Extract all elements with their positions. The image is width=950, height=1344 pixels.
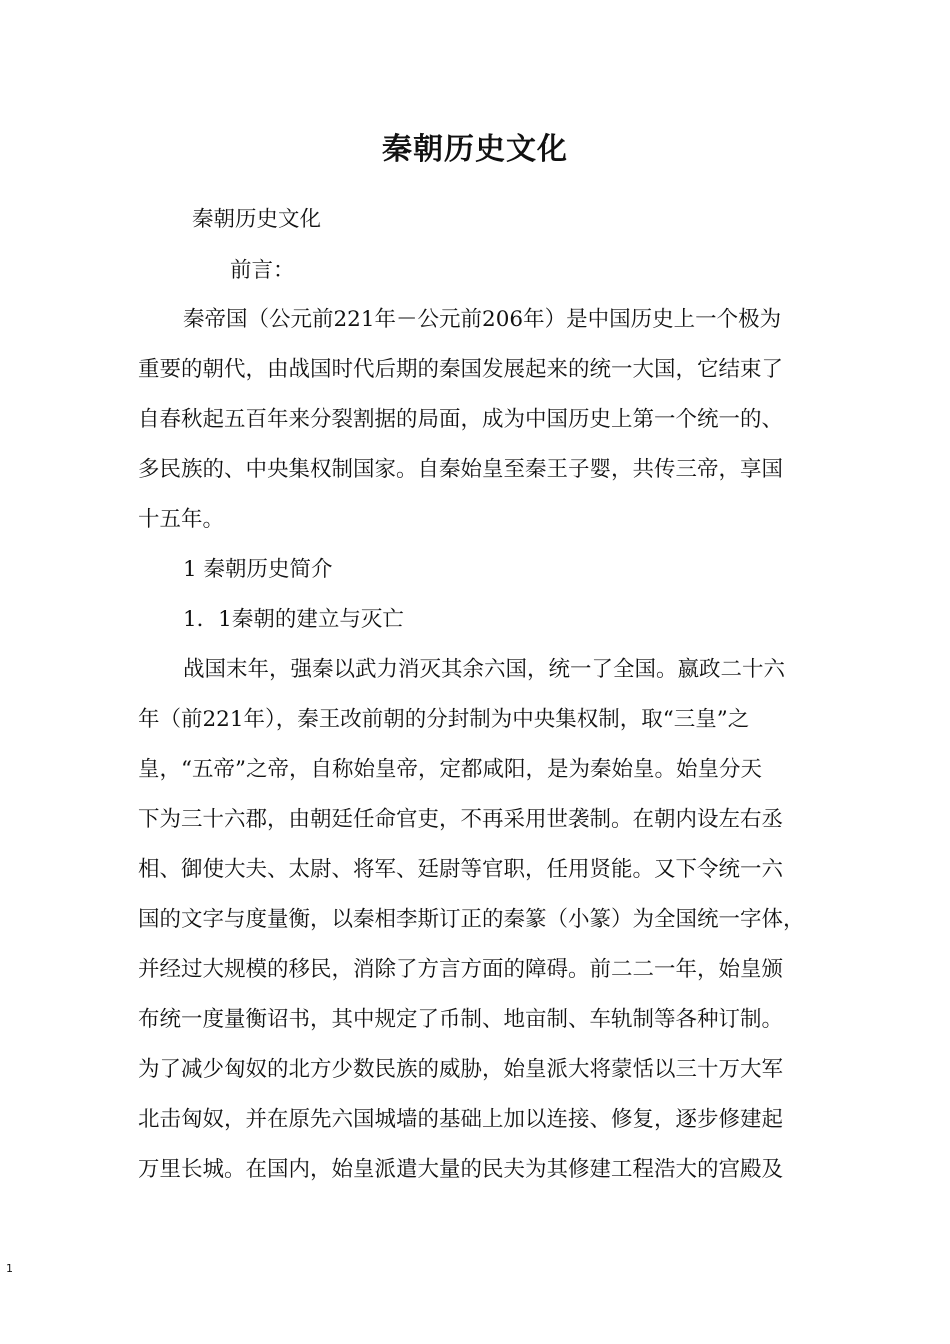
body-line: 十五年。 xyxy=(138,507,225,532)
body-line: 秦帝国（公元前221年－公元前206年）是中国历史上一个极为 xyxy=(183,307,782,332)
body-line: 皇，“五帝”之帝，自称始皇帝，定都咸阳，是为秦始皇。始皇分天 xyxy=(138,757,762,782)
page-number: 1 xyxy=(6,1262,13,1275)
section-heading: 1 秦朝历史简介 xyxy=(183,557,333,582)
body-line: 自春秋起五百年来分裂割据的局面，成为中国历史上第一个统一的、 xyxy=(138,407,784,432)
body-line: 重要的朝代，由战国时代后期的秦国发展起来的统一大国，它结束了 xyxy=(138,357,784,382)
subtitle-line: 秦朝历史文化 xyxy=(192,207,322,232)
body-line: 国的文字与度量衡，以秦相李斯订正的秦篆（小篆）为全国统一字体， xyxy=(138,907,805,932)
body-line: 多民族的、中央集权制国家。自秦始皇至秦王子婴，共传三帝，享国 xyxy=(138,457,784,482)
body-line: 为了减少匈奴的北方少数民族的威胁，始皇派大将蒙恬以三十万大军 xyxy=(138,1057,784,1082)
body-line: 相、御使大夫、太尉、将军、廷尉等官职，任用贤能。又下令统一六 xyxy=(138,857,784,882)
preface-heading: 前言： xyxy=(230,258,295,283)
body-line: 北击匈奴，并在原先六国城墙的基础上加以连接、修复，逐步修建起 xyxy=(138,1107,784,1132)
document-title: 秦朝历史文化 xyxy=(382,132,568,167)
body-line: 下为三十六郡，由朝廷任命官吏，不再采用世袭制。在朝内设左右丞 xyxy=(138,807,784,832)
body-line: 布统一度量衡诏书，其中规定了币制、地亩制、车轨制等各种订制。 xyxy=(138,1007,784,1032)
subsection-heading: 1．1秦朝的建立与灭亡 xyxy=(183,607,404,632)
body-line: 年（前221年），秦王改前朝的分封制为中央集权制，取“三皇”之 xyxy=(138,707,750,732)
body-line: 战国末年，强秦以武力消灭其余六国，统一了全国。嬴政二十六 xyxy=(183,657,786,682)
body-line: 并经过大规模的移民，消除了方言方面的障碍。前二二一年，始皇颁 xyxy=(138,957,784,982)
body-line: 万里长城。在国内，始皇派遣大量的民夫为其修建工程浩大的宫殿及 xyxy=(138,1157,784,1182)
